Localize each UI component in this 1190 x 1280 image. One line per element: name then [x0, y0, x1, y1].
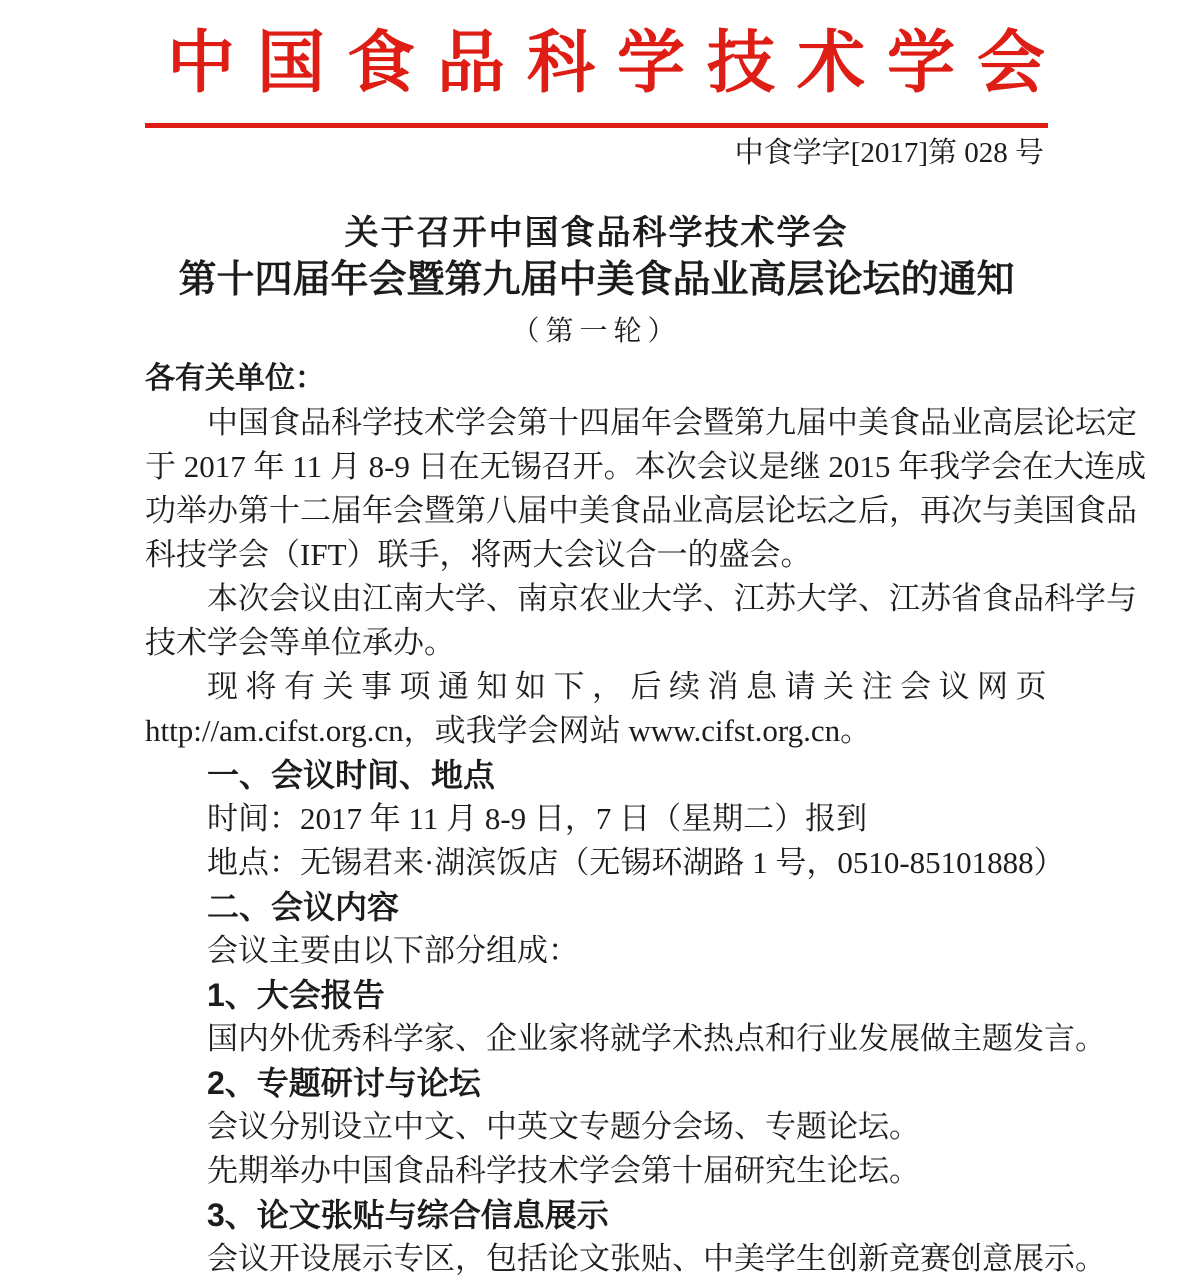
body-line: 国内外优秀科学家、企业家将就学术热点和行业发展做主题发言。: [207, 1021, 1106, 1056]
section-heading: 1、大会报告: [207, 977, 385, 1013]
letterhead: [145, 20, 1068, 170]
body-line: 于 2017 年 11 月 8-9 日在无锡召开。本次会议是继 2015 年我学会在大连成: [145, 449, 1147, 484]
salutation: 各有关单位：: [145, 362, 325, 395]
body-line: 时间：2017 年 11 月 8-9 日，7 日（星期二）报到: [207, 801, 868, 836]
notice-body: [145, 357, 1147, 1280]
body-line: 先期举办中国食品科学技术学会第十届研究生论坛。: [207, 1153, 920, 1188]
body-line: 科技学会（IFT）联手，将两大会议合一的盛会。: [145, 537, 812, 572]
doc-number: 中食学字[2017]第 028 号: [734, 137, 1044, 169]
body-line: 会议分别设立中文、中英文专题分会场、专题论坛。: [207, 1109, 920, 1144]
letterhead-org-name: 中国食品科学技术学会: [167, 25, 1068, 101]
body-line: 地点：无锡君来·湖滨饭店（无锡环湖路 1 号，0510-85101888）: [207, 845, 1065, 880]
notice-title-line1: 关于召开中国食品科学技术学会: [344, 214, 849, 252]
notice-title: [145, 211, 1048, 304]
section-heading: 一、会议时间、地点: [207, 757, 496, 793]
body-lines: [145, 401, 1147, 1280]
body-line: 会议主要由以下部分组成：: [207, 933, 579, 968]
body-line: 技术学会等单位承办。: [145, 625, 455, 660]
body-line: http://am.cifst.org.cn，或我学会网站 www.cifst.org.cn。: [145, 713, 872, 748]
letterhead-rule: [145, 123, 1048, 128]
body-line: 会议开设展示专区，包括论文张贴、中美学生创新竞赛创意展示。: [207, 1241, 1106, 1276]
notice-round-label: （第一轮）: [511, 316, 682, 347]
body-line: 中国食品科学技术学会第十四届年会暨第九届中美食品业高层论坛定: [207, 405, 1137, 440]
section-heading: 2、专题研讨与论坛: [207, 1065, 481, 1101]
section-heading: 二、会议内容: [207, 889, 400, 925]
document-content: [145, 20, 1147, 1280]
body-line: 本次会议由江南大学、南京农业大学、江苏大学、江苏省食品科学与: [207, 581, 1137, 616]
body-line: 功举办第十二届年会暨第八届中美食品业高层论坛之后，再次与美国食品: [145, 493, 1137, 528]
body-line: 现将有关事项通知如下，后续消息请关注会议网页: [207, 669, 1054, 704]
section-heading: 3、论文张贴与综合信息展示: [207, 1197, 609, 1233]
notice-title-line2: 第十四届年会暨第九届中美食品业高层论坛的通知: [178, 259, 1015, 301]
